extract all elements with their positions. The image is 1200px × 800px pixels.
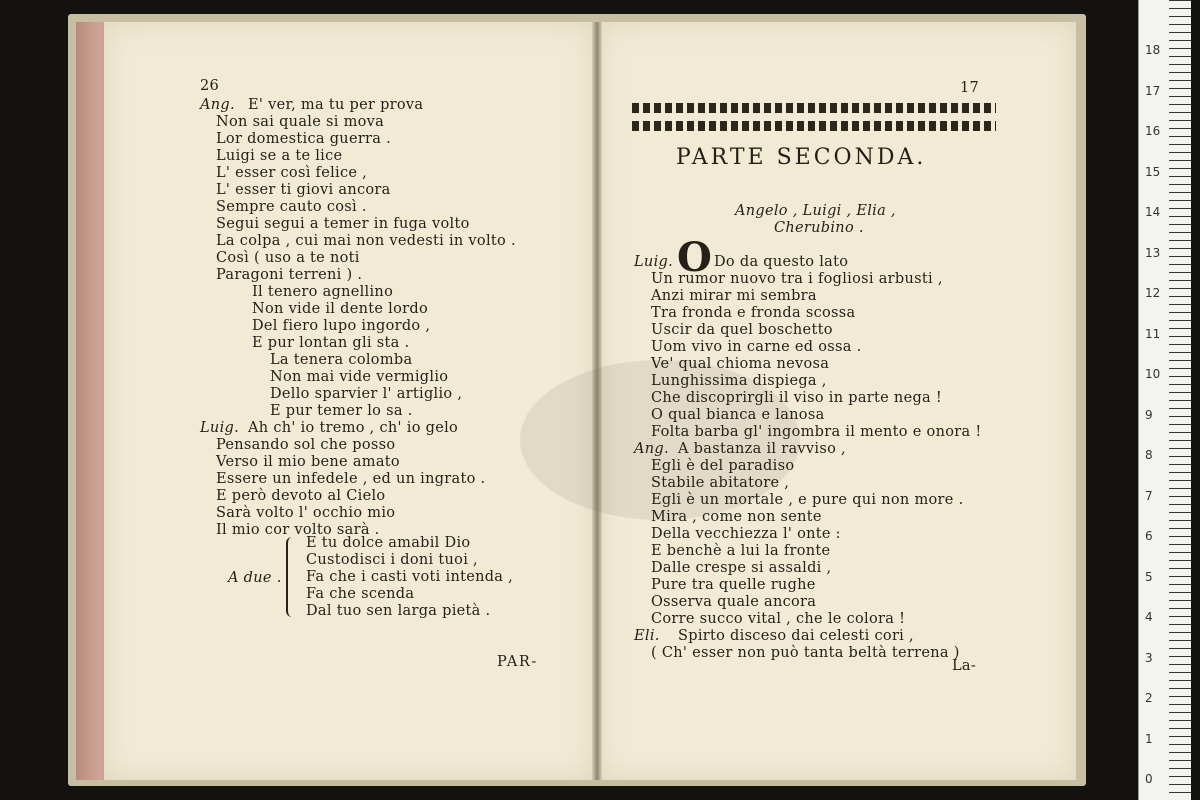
duet-label: A due . [228,570,282,586]
ruler-label: 6 [1145,529,1153,543]
right-catchword: La- [952,658,977,674]
ruler-label: 15 [1145,164,1161,179]
verse-line: Segui segui a temer in fuga volto [216,216,470,232]
characters-line-2: Cherubino . [774,220,864,236]
ruler-label: 12 [1145,286,1161,300]
verse-line: Egli è del paradiso [651,458,795,474]
ruler-label: 14 [1145,205,1161,219]
drop-cap: O [677,234,713,281]
ruler-label: 10 [1145,367,1161,381]
verse-line: Pensando sol che posso [216,437,396,453]
measurement-ruler [1138,0,1191,800]
left-page-number: 26 [200,78,220,94]
verse-line: L' esser ti giovi ancora [216,182,391,198]
right-page-number: 17 [960,80,980,96]
ruler-label: 4 [1145,610,1153,624]
verse-line: E pur lontan gli sta . [252,335,410,351]
verse-line: Non vide il dente lordo [252,301,428,317]
first-line: Do da questo lato [714,254,849,270]
ruler-label: 8 [1145,448,1153,462]
verse-line: Lor domestica guerra . [216,131,392,147]
verse-line: Folta barba gl' ingombra il mento e onora ! [651,424,982,440]
duet-line: E tu dolce amabil Dio [306,535,471,551]
verse-line: Verso il mio bene amato [216,454,400,470]
verse-line: Il mio cor volto sarà . [216,522,380,538]
verse-line: O qual bianca e lanosa [651,407,825,423]
ruler-label: 11 [1145,326,1161,341]
verse-line: Mira , come non sente [651,509,822,525]
ornament-border [632,103,996,131]
section-title: PARTE SECONDA. [676,145,927,170]
duet-line: Fa che scenda [306,586,415,602]
verse-line: Anzi mirar mi sembra [651,288,817,304]
characters-line-1: Angelo , Luigi , Elia , [735,203,896,219]
verse-line: E pur temer lo sa . [270,403,413,419]
verse-line: Pure tra quelle rughe [651,577,816,593]
duet-line: Dal tuo sen larga pietà . [306,603,491,619]
verse-line: Egli è un mortale , e pure qui non more . [651,492,964,508]
ruler-label: 7 [1145,488,1153,503]
ruler-label: 0 [1145,772,1153,786]
verse-line: Del fiero lupo ingordo , [252,318,431,334]
speaker-label: Luig. [200,420,239,436]
speaker-label: Ang. [634,441,669,457]
verse-line: Tra fronda e fronda scossa [651,305,856,321]
verse-line: A bastanza il ravviso , [678,441,846,457]
verse-line: Dello sparvier l' artiglio , [270,386,463,402]
ruler-label: 13 [1145,245,1161,260]
ruler-label: 5 [1145,569,1153,584]
verse-line: Non sai quale si mova [216,114,385,130]
verse-line: Luigi se a te lice [216,148,343,164]
verse-line: ( Ch' esser non può tanta beltà terrena ) [651,645,960,661]
verse-line: La tenera colomba [270,352,413,368]
ruler-ticks [1169,0,1191,800]
first-speaker: Luig. [634,254,673,270]
verse-line: Uscir da quel boschetto [651,322,833,338]
verse-line: Corre succo vital , che le colora ! [651,611,906,627]
verse-line: Osserva quale ancora [651,594,817,610]
verse-line: E benchè a lui la fronte [651,543,831,559]
verse-line: Lunghissima dispiega , [651,373,827,389]
ruler-label: 2 [1145,691,1153,705]
verse-line: Uom vivo in carne ed ossa . [651,339,862,355]
verse-line: Un rumor nuovo tra i fogliosi arbusti , [651,271,943,287]
verse-line: Ah ch' io tremo , ch' io gelo [248,420,459,436]
duet-brace [286,537,298,617]
ruler-label: 17 [1145,83,1161,98]
ruler-label: 18 [1145,43,1161,57]
verse-line: E però devoto al Cielo [216,488,386,504]
verse-line: E' ver, ma tu per prova [248,97,424,113]
verse-line: Sempre cauto così . [216,199,367,215]
ruler-label: 3 [1145,650,1153,665]
verse-line: Della vecchiezza l' onte : [651,526,841,542]
verse-line: Ve' qual chioma nevosa [651,356,830,372]
duet-line: Fa che i casti voti intenda , [306,569,514,585]
verse-line: Essere un infedele , ed un ingrato . [216,471,486,487]
verse-line: Che discoprirgli il viso in parte nega ! [651,390,943,406]
speaker-label: Eli. [634,628,660,644]
verse-line: Paragoni terreni ) . [216,267,363,283]
duet-line: Custodisci i doni tuoi , [306,552,478,568]
speaker-label: Ang. [200,97,235,113]
verse-line: Sarà volto l' occhio mio [216,505,396,521]
verse-line: Non mai vide vermiglio [270,369,449,385]
verse-line: La colpa , cui mai non vedesti in volto . [216,233,516,249]
ruler-label: 1 [1145,731,1153,746]
ruler-label: 16 [1145,124,1161,138]
left-catchword: PAR- [497,654,538,670]
verse-line: Così ( uso a te noti [216,250,360,266]
verse-line: Il tenero agnellino [252,284,394,300]
verse-line: Stabile abitatore , [651,475,790,491]
ruler-label: 9 [1145,407,1153,422]
verse-line: Spirto disceso dai celesti cori , [678,628,914,644]
verse-line: Dalle crespe si assaldi , [651,560,832,576]
verse-line: L' esser così felice , [216,165,368,181]
